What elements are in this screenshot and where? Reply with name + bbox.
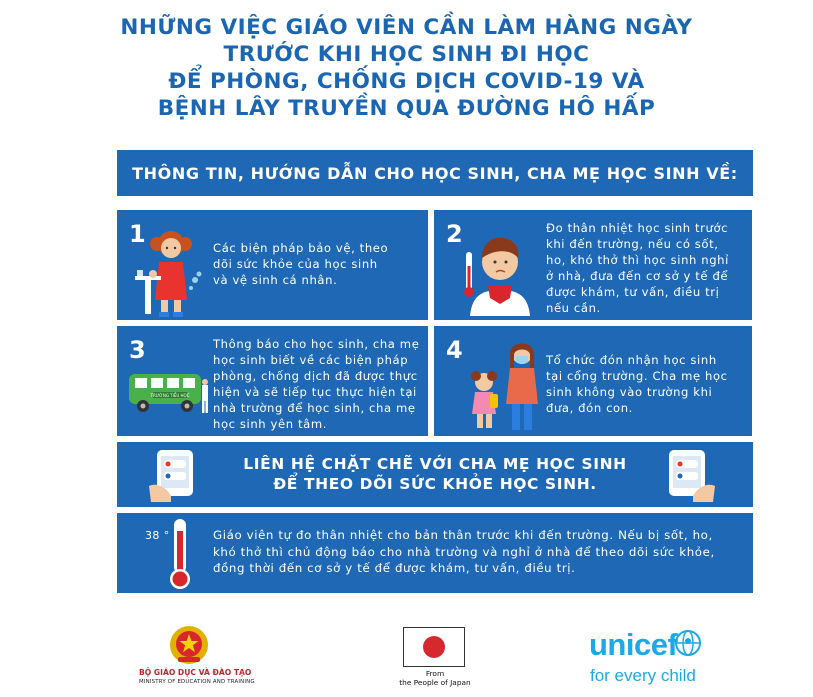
unicef-logo-text: unicef	[589, 627, 678, 662]
thermometer-boy-icon	[460, 224, 534, 318]
card-2	[434, 210, 752, 320]
card-4-text: Tổ chức đón nhận học sinh tại cổng trường. Cha mẹ học sinh không vào trường khi đưa, đón con.	[546, 353, 728, 415]
temperature-text: Giáo viên tự đo thân nhiệt cho bản thân trước khi đến trường. Nếu bị sốt, ho, khó thở thì chủ động báo cho nhà trường và nghỉ ở nhà để theo dõi sức khỏe, đồng thời đến cơ sở y tế để được khám, tư vấn, điều trị.	[213, 528, 715, 575]
card-number: 2	[446, 220, 463, 248]
contact-title: LIÊN HỆ CHẶT CHẼ VỚI CHA MẸ HỌC SINH ĐỂ THEO DÕI SỨC KHỎE HỌC SINH.	[243, 455, 627, 493]
handwashing-girl-icon	[131, 218, 209, 320]
card-3	[117, 326, 428, 436]
bus-sign-text: TRƯỜNG TIỂU HỌC	[150, 393, 190, 398]
card-4	[434, 326, 752, 436]
phone-notification-icon	[657, 446, 717, 504]
poster-title	[0, 14, 813, 122]
title-line-2: TRƯỚC KHI HỌC SINH ĐI HỌC	[223, 42, 590, 67]
moet-name: BỘ GIÁO DỤC VÀ ĐÀO TẠO	[139, 668, 252, 677]
card-1-text: Các biện pháp bảo vệ, theo dõi sức khỏe của học sinh và vệ sinh cá nhân.	[213, 241, 389, 287]
thermometer-icon	[167, 517, 193, 591]
title-line-3: ĐỂ PHÒNG, CHỐNG DỊCH COVID-19 VÀ	[168, 69, 645, 94]
title-line-1: NHỮNG VIỆC GIÁO VIÊN CẦN LÀM HÀNG NGÀY	[120, 15, 693, 40]
moet-subtitle: MINISTRY OF EDUCATION AND TRAINING	[139, 679, 255, 685]
school-bus-icon	[125, 368, 211, 420]
parent-and-child-icon	[460, 334, 546, 434]
card-2-text: Đo thân nhiệt học sinh trước khi đến trường, nếu có sốt, ho, khó thở thì học sinh nghỉ ở nhà, đưa đến cơ sở y tế để được khám, tư vấn, điều trị nếu cần.	[546, 221, 729, 315]
japan-caption: From the People of Japan	[399, 669, 471, 687]
title-line-4: BỆNH LÂY TRUYỀN QUA ĐƯỜNG HÔ HẤP	[157, 96, 656, 121]
unicef-tagline: for every child	[590, 666, 696, 685]
card-number: 1	[129, 220, 146, 248]
moet-emblem-logo	[168, 624, 210, 666]
teacher-temperature-banner	[117, 513, 753, 593]
card-number: 3	[129, 336, 146, 364]
card-number: 4	[446, 336, 463, 364]
japan-flag-icon	[403, 627, 465, 667]
unicef-globe-icon	[674, 629, 702, 657]
temperature-reading: 38 °	[145, 529, 170, 542]
contact-banner	[117, 442, 753, 507]
card-1	[117, 210, 428, 320]
card-3-text: Thông báo cho học sinh, cha mẹ học sinh biết về các biện pháp phòng, chống dịch đã được thực hiện và sẽ tiếp tục thực hiện tại nhà trường để học sinh, cha mẹ học sinh yên tâm.	[213, 337, 420, 431]
section-header: THÔNG TIN, HƯỚNG DẪN CHO HỌC SINH, CHA MẸ HỌC SINH VỀ:	[117, 150, 753, 196]
